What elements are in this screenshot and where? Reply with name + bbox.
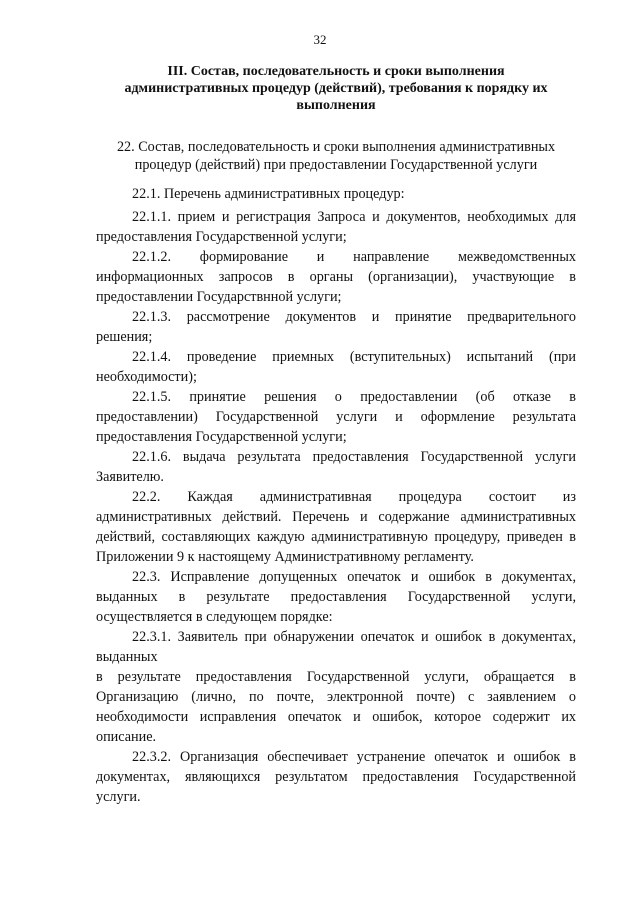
- paragraph-line: выданных: [96, 649, 158, 665]
- paragraph-line: необходимости исправления опечаток и ошибок, которое содержит их: [96, 709, 576, 725]
- paragraph-line: 22.1.3. рассмотрение документов и принятие предварительного: [132, 309, 576, 325]
- paragraph-line: 22.1.6. выдача результата предоставления Государственной услуги: [132, 449, 576, 465]
- paragraph-line: 22.1.4. проведение приемных (вступительных) испытаний (при: [132, 349, 576, 365]
- paragraph-line: выданных в результате предоставления Государственной услуги,: [96, 589, 576, 605]
- paragraph-line: 22.3.1. Заявитель при обнаружении опечаток и ошибок в документах,: [132, 629, 576, 645]
- page-number: 32: [313, 32, 327, 47]
- subsection-heading-line: 22. Состав, последовательность и сроки выполнения административных: [116, 139, 556, 155]
- paragraph-line: предоставления Государственной услуги;: [96, 229, 347, 245]
- subsection-heading: [96, 138, 576, 174]
- paragraph-line: решения;: [96, 329, 153, 345]
- section-title-line: административных процедур (действий), требования к порядку их: [124, 81, 548, 96]
- paragraph-line: 22.1.1. прием и регистрация Запроса и документов, необходимых для: [132, 209, 576, 225]
- paragraph-line: в результате предоставления Государственной услуги, обращается в: [96, 669, 576, 685]
- paragraph-line: предоставления Государственной услуги;: [96, 429, 347, 445]
- paragraph-line: предоставлении) Государственной услуги и оформление результата: [96, 409, 576, 425]
- section-title-line: выполнения: [296, 98, 376, 113]
- paragraph-line: описание.: [96, 729, 157, 745]
- paragraph-line: действий, составляющих каждую административную процедуру, приведен в: [96, 529, 576, 545]
- paragraph-line: документах, являющихся результатом предоставления Государственной: [96, 769, 576, 785]
- paragraph-line: 22.2. Каждая административная процедура состоит из: [132, 489, 576, 505]
- paragraph-line: необходимости);: [96, 369, 197, 385]
- paragraph-line: услуги.: [96, 789, 141, 805]
- paragraph-line: административных действий. Перечень и содержание административных: [96, 509, 576, 525]
- paragraph-line: Заявителю.: [96, 469, 164, 485]
- paragraph-line: предоставлении Государствнной услуги;: [96, 289, 342, 305]
- paragraph-line: Организацию (лично, по почте, электронной почте) с заявлением о: [96, 689, 576, 705]
- paragraph-line: 22.3. Исправление допущенных опечаток и ошибок в документах,: [132, 569, 576, 585]
- paragraph-line: информационных запросов в органы (организации), участвующие в: [96, 269, 576, 285]
- section-title: [96, 63, 576, 114]
- paragraph-line: 22.1. Перечень административных процедур:: [132, 186, 405, 202]
- paragraph-line: 22.1.5. принятие решения о предоставлении (об отказе в: [132, 389, 576, 405]
- paragraph-line: Приложении 9 к настоящему Административному регламенту.: [96, 549, 474, 565]
- subsection-heading-line: процедур (действий) при предоставлении Государственной услуги: [134, 157, 538, 173]
- paragraph-line: 22.3.2. Организация обеспечивает устранение опечаток и ошибок в: [132, 749, 576, 765]
- paragraph-line: 22.1.2. формирование и направление межведомственных: [132, 249, 576, 265]
- section-title-line: III. Состав, последовательность и сроки выполнения: [167, 64, 505, 79]
- paragraph-line: осуществляется в следующем порядке:: [96, 609, 333, 625]
